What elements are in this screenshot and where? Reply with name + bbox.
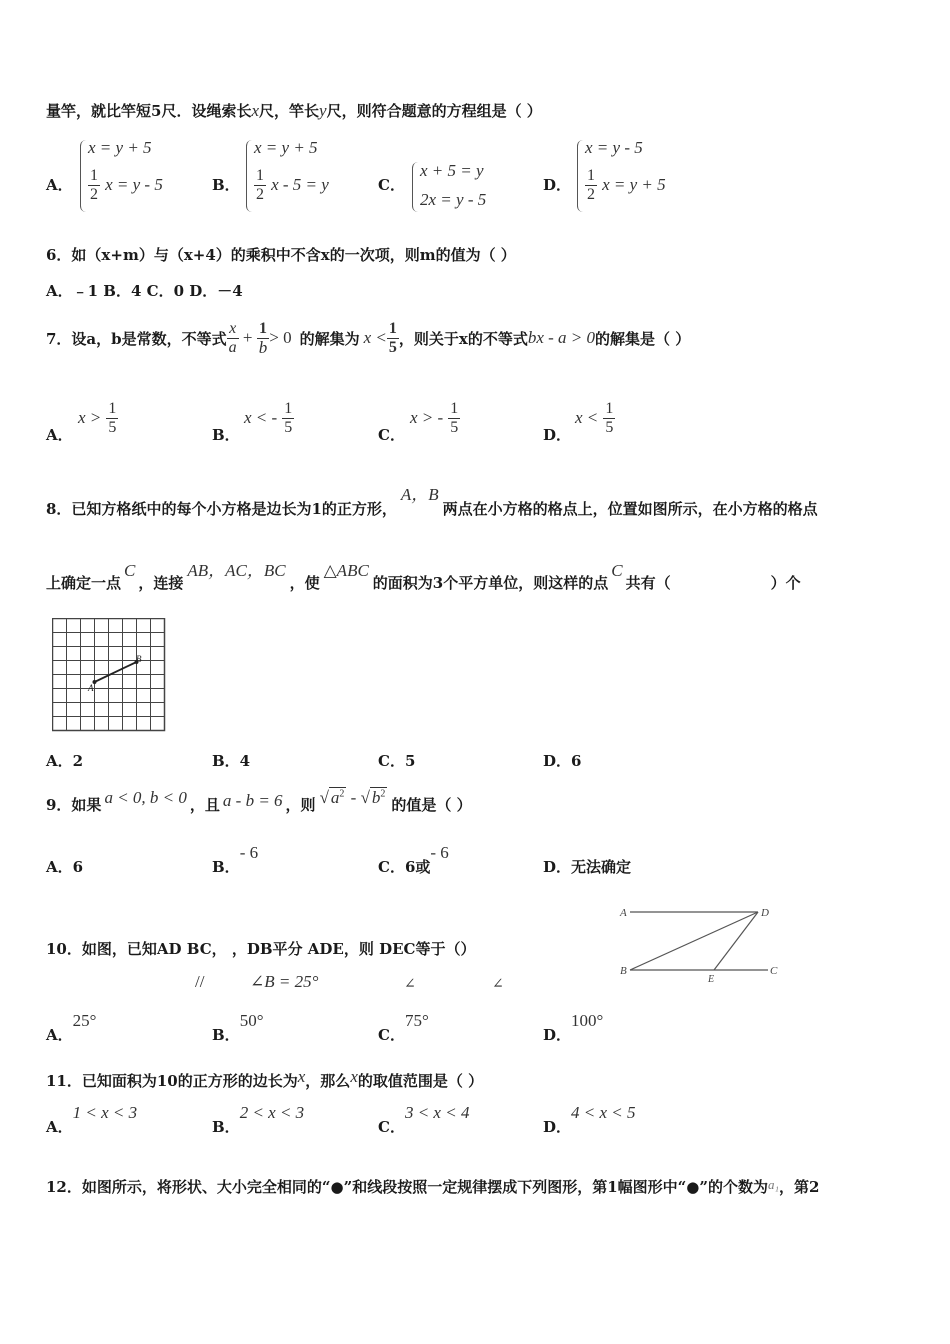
- q10-option-d: D．100°: [543, 1011, 604, 1044]
- brace-icon: [412, 162, 419, 212]
- q7-option-a-label: A．: [46, 426, 73, 444]
- q5-stem: 量竿，就比竿短5尺．设绳索长x尺，竿长y尺，则符合题意的方程组是（ ）: [46, 101, 542, 120]
- q10-angle-dec-symbol: ∠: [492, 977, 504, 992]
- q7-option-a-math: x > $\frac{1}{5}$: [78, 400, 117, 436]
- q10-parallel-symbol: //: [195, 972, 205, 991]
- q10-option-a: A．25°: [46, 1011, 97, 1044]
- q7-option-d-label: D．: [543, 426, 572, 444]
- label-c: C: [770, 965, 778, 977]
- q7-option-b-label: B．: [212, 426, 240, 444]
- q7-option-b-math: x < - $\frac{1}{5}$: [244, 400, 293, 436]
- q5-option-d-eq1: x = y - 5: [585, 138, 643, 157]
- q5-option-c-eq1: x + 5 = y: [420, 161, 484, 180]
- label-a: A: [620, 907, 627, 919]
- q5-option-b-eq2: $\frac{1}{2}$ x - 5 = y: [256, 167, 329, 203]
- line-ed: [714, 912, 758, 970]
- q10-figure: [618, 900, 788, 984]
- q9-stem: 9．如果 a < 0, b < 0 ，且 a - b = 6 ，则 √ $a^2$ - √ $b^2$的值是（ ）: [46, 788, 472, 814]
- q11-stem: 11．已知面积为10的正方形的边长为x，那么x的取值范围是（ ）: [46, 1067, 484, 1090]
- q10-angle-b: ∠B = 25°: [250, 972, 319, 991]
- q5-option-d-label: D．: [543, 176, 572, 194]
- q7-option-d-math: x < $\frac{1}{5}$: [575, 400, 614, 436]
- q11-option-b: B．2 < x < 3: [212, 1103, 305, 1136]
- q7-option-c-label: C．: [378, 426, 405, 444]
- q10-stem: 10．如图，已知AD BC， ，DB平分 ADE，则 DEC等于（）: [46, 940, 476, 958]
- q5-option-a-eq1: x = y + 5: [88, 138, 152, 157]
- grid-label-a: A: [88, 683, 94, 693]
- q5-option-b-label: B．: [212, 176, 240, 194]
- q8-option-d: D．6: [543, 752, 582, 770]
- q5-option-a-label: A．: [46, 176, 73, 194]
- q5-option-a-eq2: $\frac{1}{2}$ x = y - 5: [90, 167, 163, 203]
- segment-ab: [95, 662, 137, 682]
- q8-option-b: B．4: [212, 752, 251, 770]
- line-bd: [630, 912, 758, 970]
- q6-options: A．﹣1 B．4 C．0 D．－4: [46, 282, 243, 300]
- q10-option-b: B．50°: [212, 1011, 264, 1044]
- label-b: B: [620, 965, 627, 977]
- q5-option-c-eq2: 2x = y - 5: [420, 190, 487, 209]
- q5-option-d-eq2: $\frac{1}{2}$ x = y + 5: [587, 167, 666, 203]
- q8-stem-line2: 上确定一点C，连接AB，AC，BC，使△ABC的面积为3个平方单位，则这样的点C共有（ ）个: [46, 561, 801, 592]
- q9-option-b: B．- 6: [212, 843, 259, 876]
- label-d: D: [761, 907, 769, 919]
- q9-option-c: C．6或- 6: [378, 843, 449, 876]
- q11-option-c: C．3 < x < 4: [378, 1103, 470, 1136]
- q9-option-d: D．无法确定: [543, 858, 632, 876]
- q11-option-a: A．1 < x < 3: [46, 1103, 138, 1136]
- grid-label-b: B: [136, 654, 142, 664]
- q8-stem-line1: 8．已知方格纸中的每个小方格是边长为1的正方形，A，B两点在小方格的格点上，位置如图所示，在小方格的格点: [46, 485, 818, 518]
- q9-option-a: A．6: [46, 858, 84, 876]
- q10-angle-ade-symbol: ∠: [404, 977, 416, 992]
- q12-stem: 12．如图所示，将形状、大小完全相同的“●”和线段按照一定规律摆成下列图形，第1幅图形中“●”的个数为a₁，第2: [46, 1177, 820, 1196]
- q7-stem: 7．设a，b是常数，不等式 $\frac{x}{a}$ + $\frac{1}{b}$ > 0 的解集为 x < $\frac{1}{5}$ ，则关于x的不等式 bx - a > 0 的解集是（ ）: [46, 319, 691, 357]
- q8-grid-figure: [52, 618, 166, 732]
- q10-option-c: C．75°: [378, 1011, 429, 1044]
- q8-option-a: A．2: [46, 752, 84, 770]
- q5-option-c-label: C．: [378, 176, 405, 194]
- label-e: E: [708, 974, 715, 984]
- q6-stem: 6．如（x+m）与（x+4）的乘积中不含x的一次项，则m的值为（ ）: [46, 246, 516, 264]
- q7-option-c-math: x > - $\frac{1}{5}$: [410, 400, 459, 436]
- q5-option-b-eq1: x = y + 5: [254, 138, 318, 157]
- q11-option-d: D．4 < x < 5: [543, 1103, 636, 1136]
- brace-icon: [577, 140, 584, 212]
- brace-icon: [80, 140, 87, 212]
- brace-icon: [246, 140, 253, 212]
- q8-option-c: C．5: [378, 752, 416, 770]
